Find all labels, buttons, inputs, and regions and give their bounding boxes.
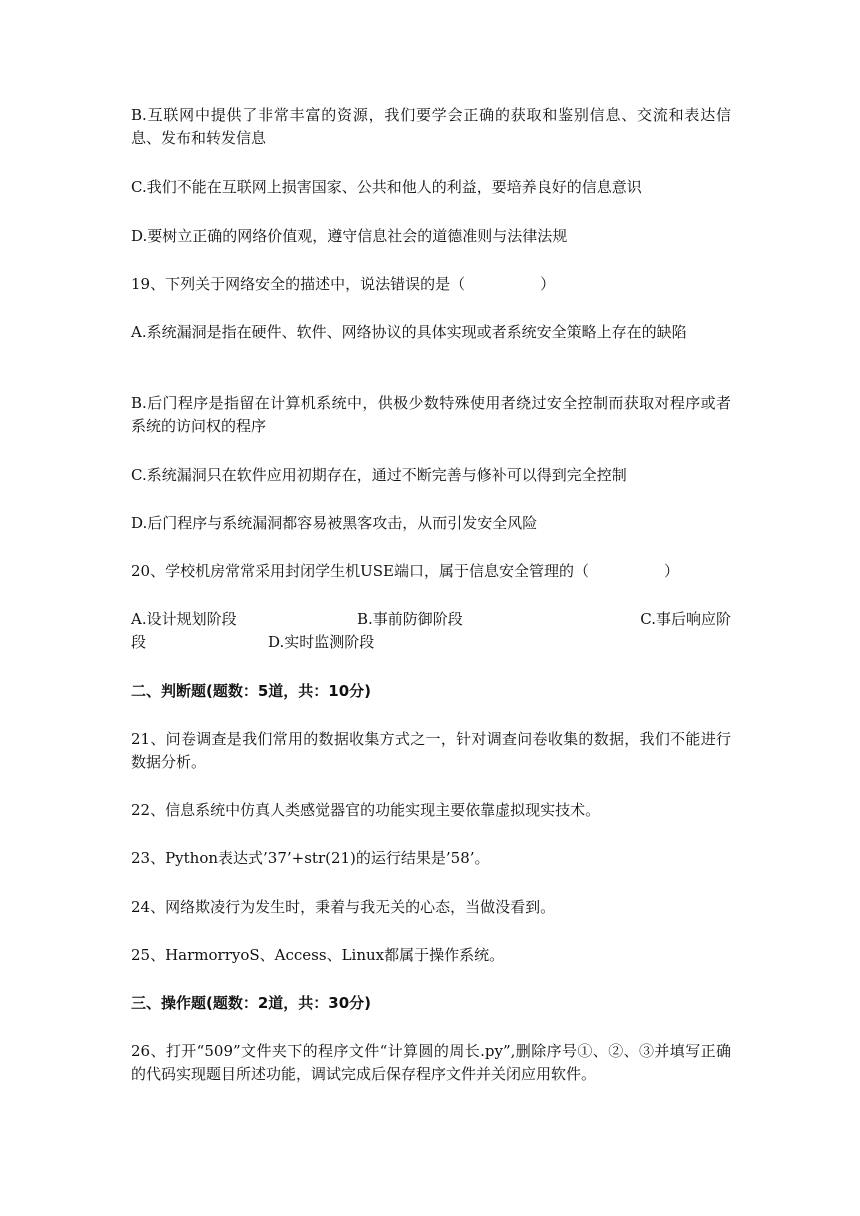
q18-option-b: B.互联网中提供了非常丰富的资源，我们要学会正确的获取和鉴别信息、交流和表达信息、发布和转发信息	[131, 106, 731, 147]
q24: 24、网络欺凌行为发生时，秉着与我无关的心态，当做没看到。	[131, 898, 556, 916]
q25: 25、HarmorryoS、Access、Linux都属于操作系统。	[131, 946, 505, 964]
q20-options-line1	[131, 608, 731, 631]
q18-option-c: C.我们不能在互联网上损害国家、公共和他人的利益，要培养良好的信息意识	[131, 178, 642, 196]
q23: 23、Python表达式’37’+str(21)的运行结果是’58’。	[131, 849, 490, 867]
q20-option-d: D.实时监测阶段	[268, 633, 375, 651]
q21: 21、问卷调查是我们常用的数据收集方式之一，针对调查问卷收集的数据，我们不能进行数据分析。	[131, 730, 731, 771]
q20-stem: 20、学校机房常常采用封闭学生机USE端口，属于信息安全管理的（ ）	[131, 562, 679, 580]
q19-option-d: D.后门程序与系统漏洞都容易被黑客攻击，从而引发安全风险	[131, 514, 538, 532]
q20-option-a: A.设计规划阶段	[131, 610, 237, 628]
q20-option-c: C.事后响应阶	[640, 610, 731, 628]
q22: 22、信息系统中仿真人类感觉器官的功能实现主要依靠虚拟现实技术。	[131, 801, 601, 819]
q19-option-b: B.后门程序是指留在计算机系统中，供极少数特殊使用者绕过安全控制而获取对程序或者系统的访问权的程序	[131, 394, 731, 435]
q20-option-b: B.事前防御阶段	[357, 610, 463, 628]
section2-title: 二、判断题(题数：5道，共：10分)	[131, 682, 372, 700]
q20-option-c-continued: 段	[131, 633, 147, 651]
q19-option-c: C.系统漏洞只在软件应用初期存在，通过不断完善与修补可以得到完全控制	[131, 466, 627, 484]
section3-title: 三、操作题(题数：2道，共：30分)	[131, 994, 372, 1012]
q20-options-line2	[131, 631, 731, 654]
q19-stem: 19、下列关于网络安全的描述中，说法错误的是（ ）	[131, 275, 556, 293]
q18-option-d: D.要树立正确的网络价值观，遵守信息社会的道德准则与法律法规	[131, 227, 568, 245]
q26: 26、打开“509”文件夹下的程序文件“计算圆的周长.py”,删除序号①、②、③并填写正确的代码实现题目所述功能，调试完成后保存程序文件并关闭应用软件。	[131, 1042, 731, 1083]
q19-option-a: A.系统漏洞是指在硬件、软件、网络协议的具体实现或者系统安全策略上存在的缺陷	[131, 323, 687, 341]
